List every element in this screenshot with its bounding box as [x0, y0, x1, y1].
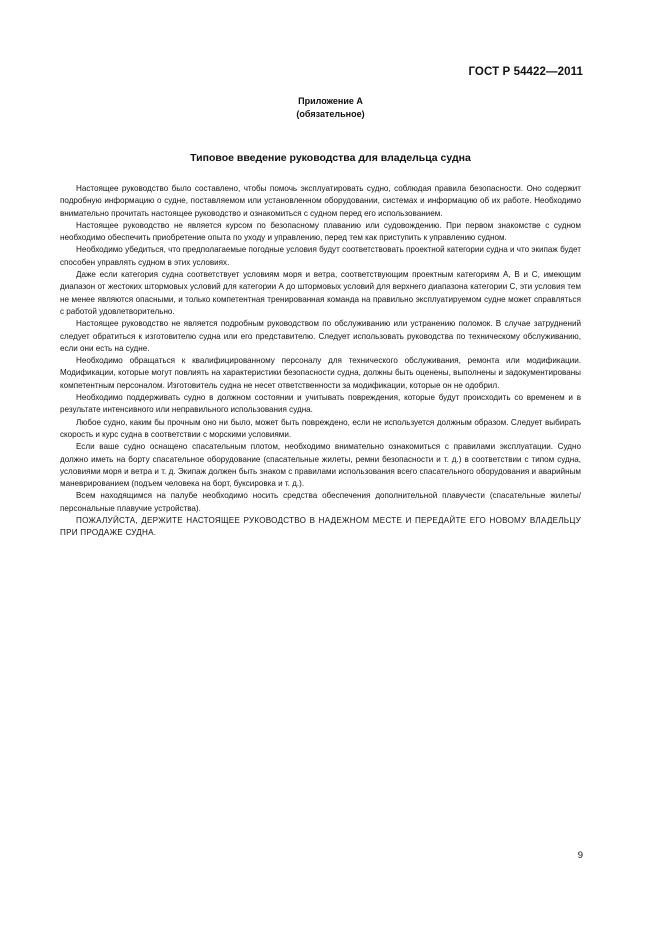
document-code: ГОСТ Р 54422—2011: [468, 66, 583, 78]
section-title: Типовое введение руководства для владельца судна: [190, 152, 471, 164]
paragraph: Необходимо обращаться к квалифицированному персоналу для технического обслуживания, ремонта или модификации. Модификации, которые могут повлиять на характеристики безопасности судна, должны быть оценены, выполнены и задокументированы компетентным персоналом. Изготовитель судна не несет ответственности за модификации, которые он не одобрил.: [60, 356, 581, 390]
paragraph: Всем находящимся на палубе необходимо носить средства обеспечения дополнительной плавучести (спасательные жилеты/персональные плавучие устройства).: [60, 491, 581, 513]
paragraph: Настоящее руководство не является курсом по безопасному плаванию или судовождению. При первом знакомстве с судном необходимо обеспечить приобретение опыта по уходу и управлению, перед тем как приступить к управлению судном.: [60, 220, 581, 243]
page-number: 9: [577, 850, 583, 861]
paragraph: Если ваше судно оснащено спасательным плотом, необходимо внимательно ознакомиться с правилами эксплуатации. Судно должно иметь на борту спасательное оборудование (спасательные жилеты, ремни безопасности и т. д.) в соответствии с типом судна, условиями моря и ветра и т. д. Экипаж должен быть знаком с правилами использования всего спасательного оборудования и аварийным маневрированием (подъем человека на борт, буксировка и т. д.).: [60, 442, 581, 489]
closing-notice: ПОЖАЛУЙСТА, ДЕРЖИТЕ НАСТОЯЩЕЕ РУКОВОДСТВО В НАДЕЖНОМ МЕСТЕ И ПЕРЕДАЙТЕ ЕГО НОВОМУ ВЛАДЕЛЬЦУ ПРИ ПРОДАЖЕ СУДНА.: [60, 516, 581, 538]
paragraph: Даже если категория судна соответствует условиям моря и ветра, соответствующим проектным категориям А, В и С, имеющим диапазон от жестоких штормовых условий для категории А до штормовых условий для верхнего диапазона категории С, эти условия тем не менее являются опасными, и только компетентная тренированная команда на правильно эксплуатируемом судне может справляться с работой удовлетворительно.: [60, 270, 581, 316]
paragraph: Настоящее руководство не является подробным руководством по обслуживанию или устранению поломок. В случае затруднений следует обратиться к изготовителю судна или его представителю. Следует использовать руководства по техническому обслуживанию, если они есть на судне.: [60, 319, 581, 353]
paragraph: Настоящее руководство было составлено, чтобы помочь эксплуатировать судно, соблюдая правила безопасности. Оно содержит подробную информацию о судне, поставляемом или установленном оборудовании, системах и информацию об их работе. Необходимо внимательно прочитать настоящее руководство и ознакомиться с судном перед его использованием.: [60, 184, 581, 218]
body-text: [60, 183, 581, 540]
appendix-label: Приложение А: [298, 96, 363, 106]
paragraph: Необходимо поддерживать судно в должном состоянии и учитывать повреждения, которые будут происходить со временем и в результате интенсивного или неправильного использования судна.: [60, 393, 581, 415]
paragraph: Любое судно, каким бы прочным оно ни было, может быть повреждено, если не используется должным образом. Следует выбирать скорость и курс судна в соответствии с морскими условиями.: [60, 417, 581, 439]
appendix-status: (обязательное): [296, 109, 365, 119]
appendix-heading: [0, 95, 661, 121]
paragraph: Необходимо убедиться, что предполагаемые погодные условия будут соответствовать проектной категории судна и что экипаж будет способен управлять судном в этих условиях.: [60, 245, 581, 267]
